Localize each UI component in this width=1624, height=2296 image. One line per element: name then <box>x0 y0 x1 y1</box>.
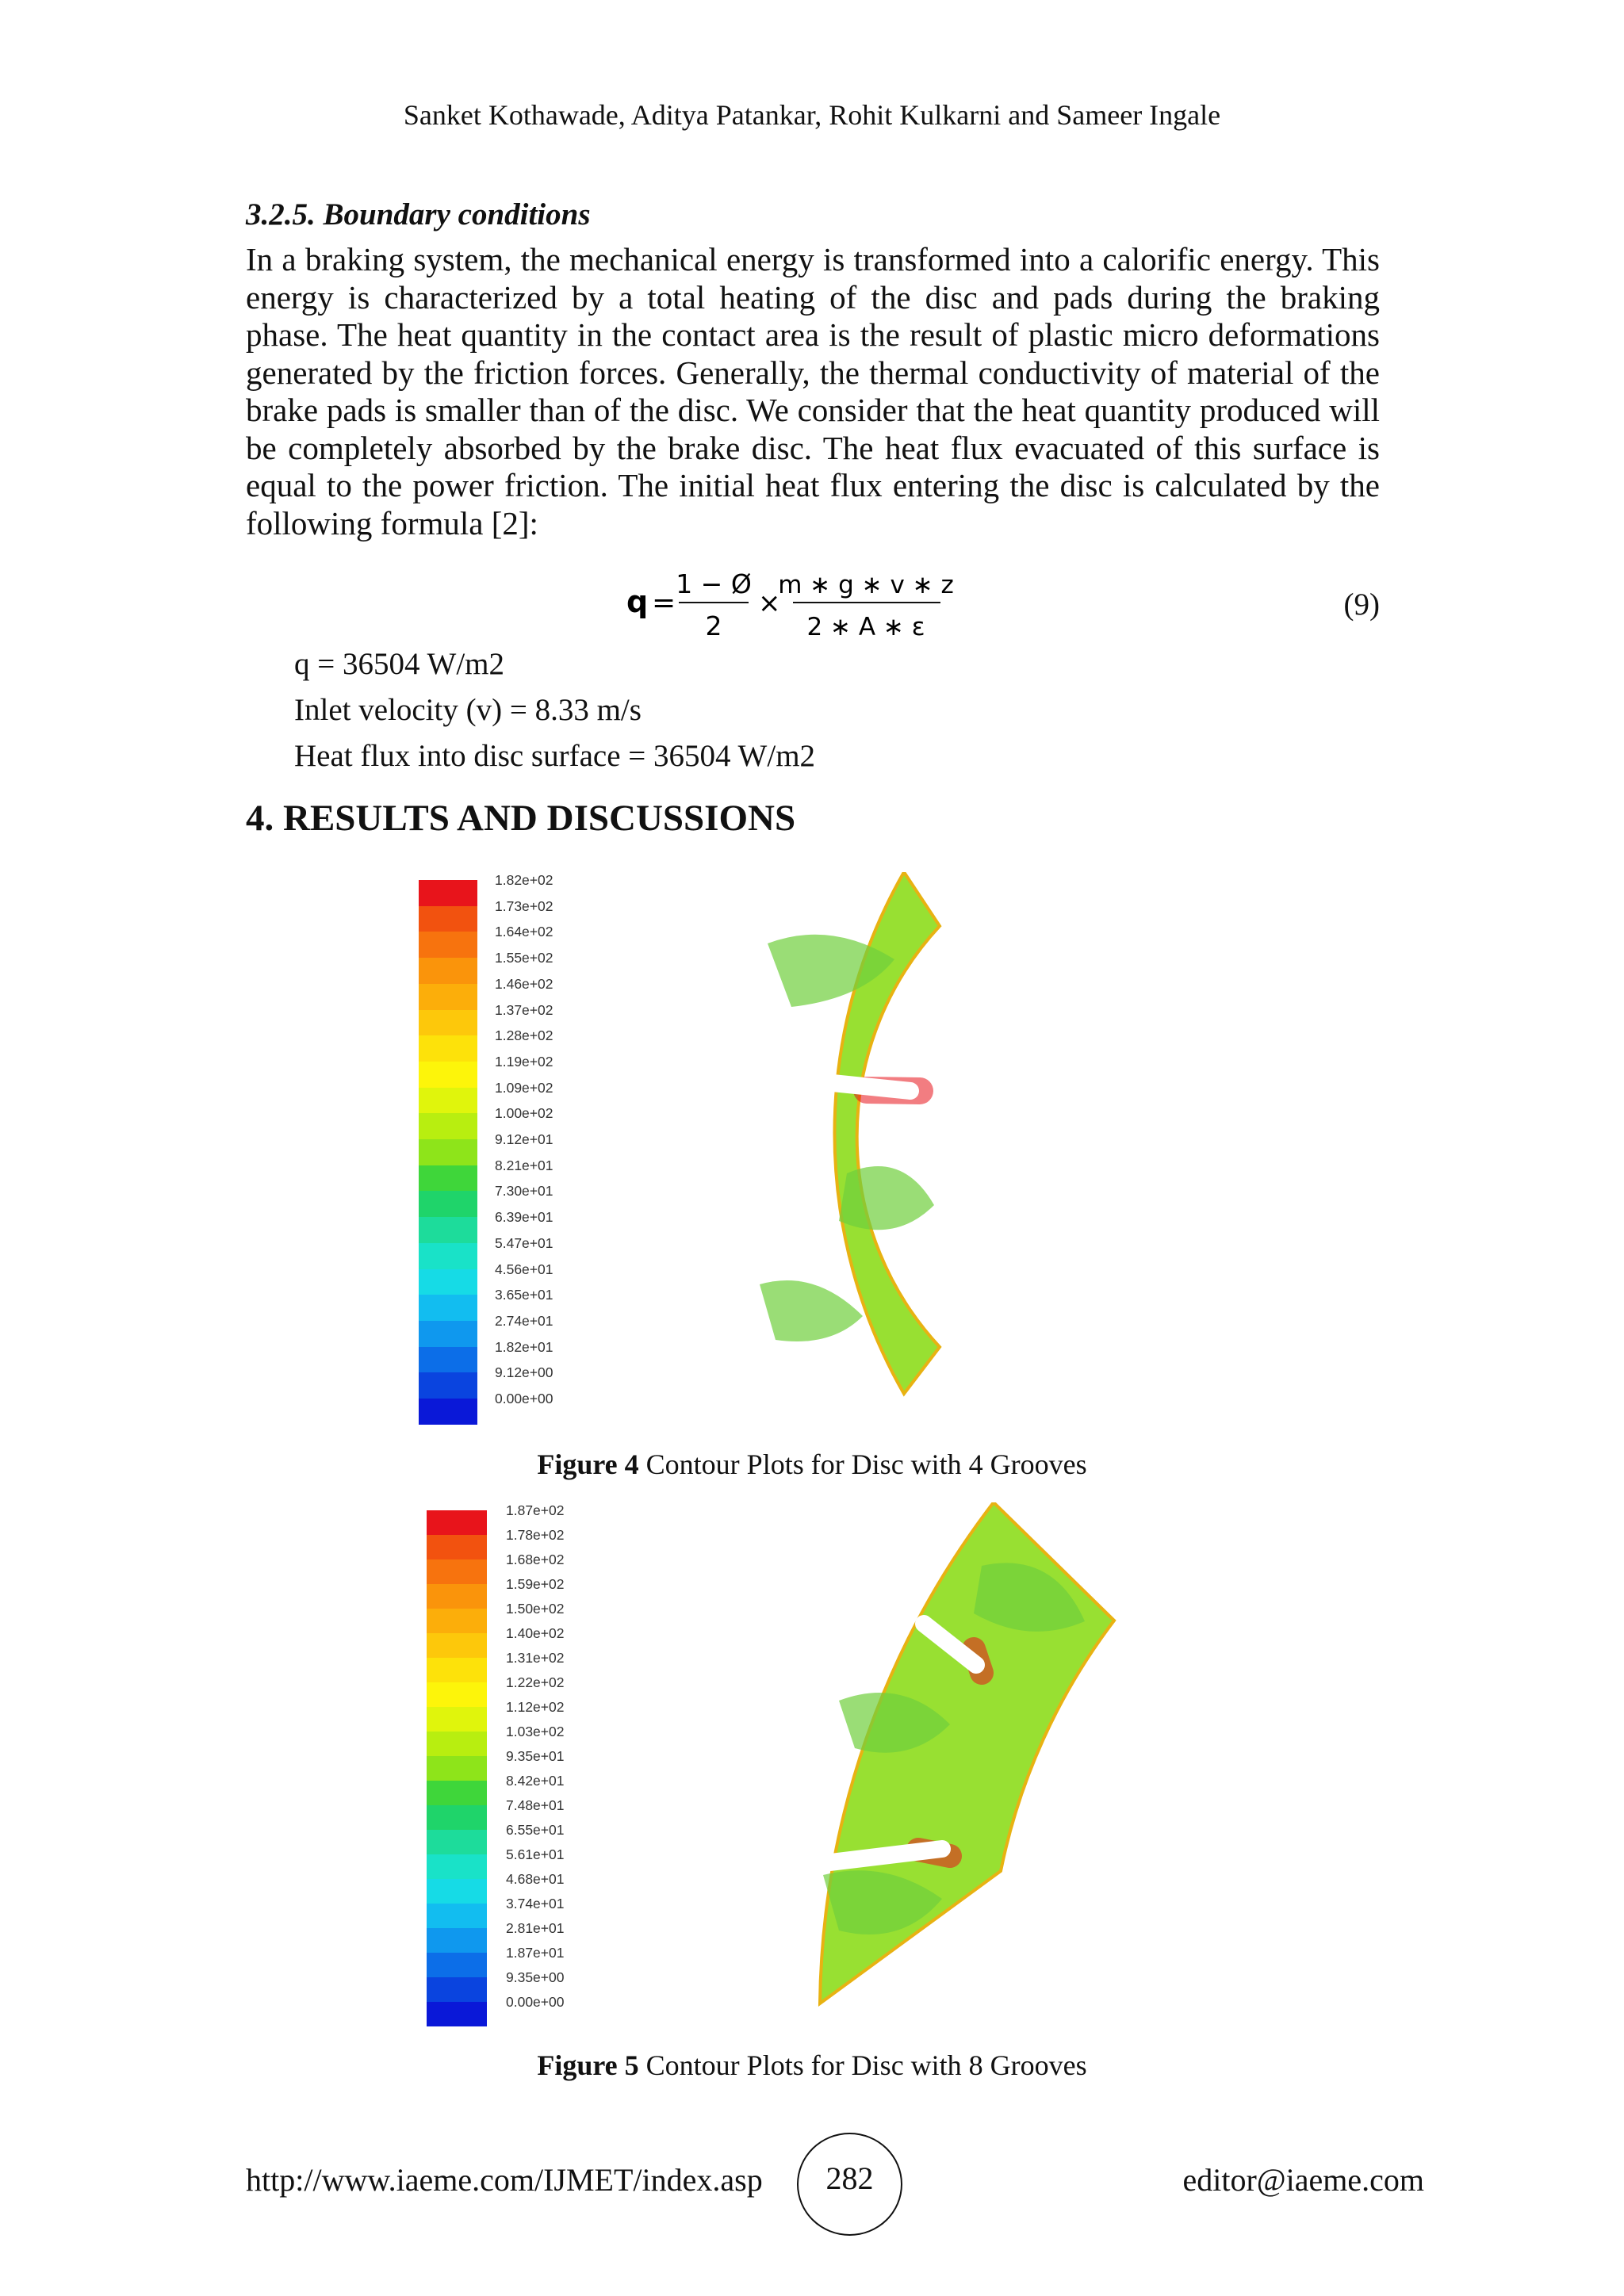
equation-9 <box>246 560 1380 647</box>
legend-label: 1.37e+02 <box>495 1001 553 1018</box>
figure-5-contour <box>427 1502 1140 2026</box>
legend-label: 3.65e+01 <box>495 1287 553 1303</box>
legend-label: 1.31e+02 <box>506 1650 565 1666</box>
figure-4 <box>419 872 1132 1411</box>
legend-label: 1.03e+02 <box>506 1724 565 1739</box>
equation-formula <box>626 560 991 647</box>
legend-label: 7.48e+01 <box>506 1797 565 1813</box>
given-inlet-velocity: Inlet velocity (v) = 8.33 m/s <box>294 693 642 727</box>
equation-number: (9) <box>1343 587 1380 622</box>
legend-label: 7.30e+01 <box>495 1183 553 1200</box>
eq-times: × <box>758 587 781 619</box>
legend-label: 6.55e+01 <box>506 1822 565 1838</box>
legend-label: 9.12e+01 <box>495 1131 553 1147</box>
running-head: Sanket Kothawade, Aditya Patankar, Rohit Kulkarni and Sameer Ingale <box>403 99 1221 131</box>
legend-label: 9.12e+00 <box>495 1364 553 1381</box>
figure-4-caption-text: Contour Plots for Disc with 4 Grooves <box>638 1448 1087 1480</box>
legend-label: 1.78e+02 <box>506 1527 565 1543</box>
figure-5 <box>427 1502 1140 2026</box>
eq-frac1-numerator: 1 − Ø <box>676 568 752 599</box>
results-heading: 4. RESULTS AND DISCUSSIONS <box>246 798 796 839</box>
figure-4-label: Figure 4 <box>537 1448 639 1480</box>
legend-label: 9.35e+01 <box>506 1748 565 1764</box>
legend-label: 3.74e+01 <box>506 1896 565 1911</box>
legend-label: 1.82e+01 <box>495 1338 553 1355</box>
legend-label: 1.87e+02 <box>506 1502 565 1518</box>
legend-label: 1.73e+02 <box>495 897 553 914</box>
legend-label: 8.21e+01 <box>495 1157 553 1173</box>
legend-label: 1.12e+02 <box>506 1699 565 1715</box>
groove-slot <box>817 1081 910 1091</box>
eq-frac1-denominator: 2 <box>705 610 722 641</box>
eq-equals: = <box>652 587 676 619</box>
legend-label: 1.87e+01 <box>506 1945 565 1961</box>
legend-label: 4.56e+01 <box>495 1261 553 1277</box>
figure-4-contour <box>419 872 1132 1411</box>
eq-frac2-denominator: 2 ∗ A ∗ ε <box>806 613 925 641</box>
contour-patch <box>839 1166 934 1230</box>
legend-label: 1.22e+02 <box>506 1674 565 1690</box>
footer-email[interactable]: editor@iaeme.com <box>1182 2162 1424 2198</box>
legend-label: 1.50e+02 <box>506 1601 565 1617</box>
figure-5-caption-text: Contour Plots for Disc with 8 Grooves <box>638 2049 1087 2081</box>
legend-label: 0.00e+00 <box>495 1391 553 1406</box>
given-disc-heat-flux: Heat flux into disc surface = 36504 W/m2 <box>294 739 816 773</box>
legend-label: 8.42e+01 <box>506 1773 565 1789</box>
given-heat-flux: q = 36504 W/m2 <box>294 647 505 681</box>
legend-label: 1.46e+02 <box>495 975 553 992</box>
legend-label: 2.81e+01 <box>506 1920 565 1936</box>
legend-label: 1.55e+02 <box>495 950 553 966</box>
legend-label: 1.68e+02 <box>506 1552 565 1567</box>
legend-label: 4.68e+01 <box>506 1871 565 1887</box>
legend-label: 1.64e+02 <box>495 924 553 940</box>
figure-4-caption <box>0 1448 1624 1481</box>
figure-5-label: Figure 5 <box>537 2049 639 2081</box>
legend-label: 1.40e+02 <box>506 1625 565 1641</box>
page-number: 282 <box>825 2160 874 2196</box>
legend-label: 0.00e+00 <box>506 1994 565 2010</box>
legend-label: 2.74e+01 <box>495 1312 553 1329</box>
legend-label: 9.35e+00 <box>506 1969 565 1985</box>
legend-label: 5.47e+01 <box>495 1234 553 1251</box>
contour-patch <box>760 1280 863 1341</box>
section-title: 3.2.5. Boundary conditions <box>246 197 591 232</box>
legend-label: 1.28e+02 <box>495 1027 553 1044</box>
legend-label: 1.82e+02 <box>495 872 553 888</box>
footer-url[interactable]: http://www.iaeme.com/IJMET/index.asp <box>246 2162 763 2198</box>
eq-frac2-numerator: m ∗ g ∗ v ∗ z <box>778 571 954 599</box>
legend-label: 1.09e+02 <box>495 1079 553 1096</box>
legend-label: 1.19e+02 <box>495 1053 553 1070</box>
legend-label: 6.39e+01 <box>495 1209 553 1226</box>
body-paragraph: In a braking system, the mechanical energy is transformed into a calorific energy. This energy is characterized by a total heating of the disc and pads during the braking phase. The heat quantity in the contact area is the result of plastic micro deformations generated by the friction forces. Generally, the thermal conductivity of material of the brake pads is smaller than of the disc. We consider that the heat quantity produced will be completely absorbed by the brake disc. The heat flux evacuated of this surface is equal to the power friction. The initial heat flux entering the disc is calculated by the following formula [2]: <box>246 241 1380 541</box>
legend-label: 1.59e+02 <box>506 1576 565 1592</box>
legend-label: 5.61e+01 <box>506 1846 565 1862</box>
legend-label: 1.00e+02 <box>495 1105 553 1122</box>
figure-5-caption <box>0 2049 1624 2082</box>
eq-lhs: q <box>626 584 649 619</box>
contour-patch <box>974 1563 1085 1631</box>
